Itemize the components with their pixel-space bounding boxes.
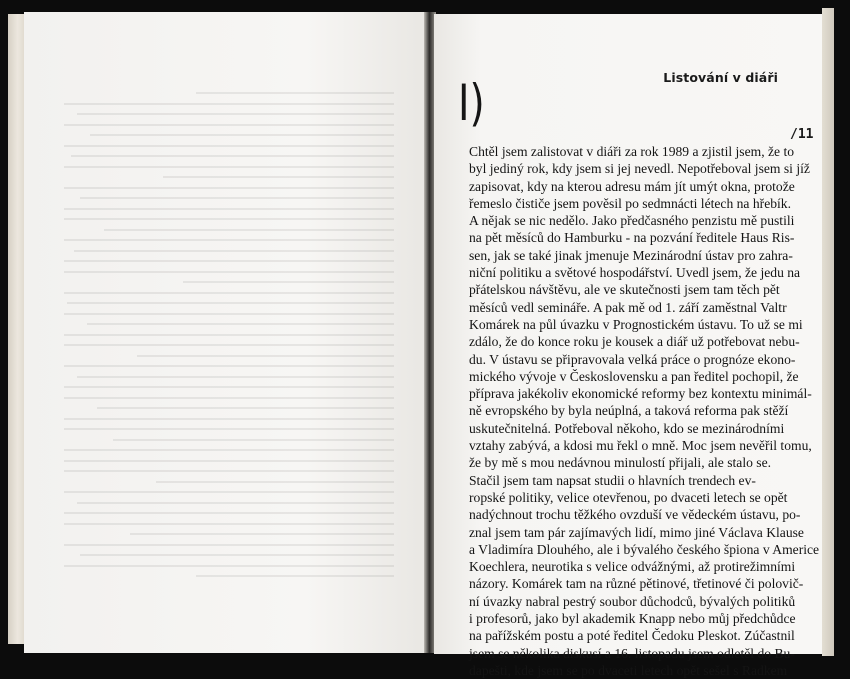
text-line: ní úvazky nabral pestrý soubor důchodců, bývalých politiků — [469, 593, 796, 609]
left-page-edge — [8, 14, 24, 644]
bleed-line — [64, 208, 394, 210]
text-line: niční politiku a světové hospodářství. Uvedl jsem, že jedu na — [469, 265, 801, 281]
bleed-line — [64, 397, 394, 399]
bleed-line — [64, 260, 394, 262]
text-line: mického vývoje v Československu a pan ředitel pochopil, že — [469, 368, 799, 384]
bleed-line — [156, 481, 394, 483]
text-line: dapešti, kde jsem se po dvaceti letech opět sešel s Radkem — [469, 662, 788, 678]
bleed-line — [97, 407, 394, 409]
bleed-through-text — [64, 92, 394, 586]
bleed-line — [64, 344, 394, 346]
text-line: jsem se několika diskusí a 16. listopadu jsem odletěl do Bu- — [469, 645, 795, 661]
bleed-line — [64, 313, 394, 315]
text-line: a Vladimíra Dlouhého, ale i bývalého českého špiona v Americe — [469, 541, 820, 557]
text-line: na pět měsíců do Hamburku - na pozvání ředitele Haus Ris- — [469, 230, 795, 246]
bleed-line — [64, 565, 394, 567]
left-page — [24, 12, 427, 653]
bleed-line — [64, 145, 394, 147]
bleed-line — [64, 460, 394, 462]
bleed-line — [64, 470, 394, 472]
bleed-line — [64, 166, 394, 168]
bleed-line — [64, 292, 394, 294]
text-line: příprava jakékoliv ekonomické reformy bez kontextu minimál- — [469, 386, 812, 402]
text-line: zapisovat, kdy na kterou adresu mám jít umýt okna, protože — [469, 178, 795, 194]
bleed-line — [64, 334, 394, 336]
bleed-line — [64, 218, 394, 220]
bleed-line — [183, 281, 394, 283]
text-line: Chtěl jsem zalistovat v diáři za rok 1989 a zjistil jsem, že to — [469, 144, 795, 159]
bleed-line — [196, 575, 394, 577]
bleed-line — [90, 134, 394, 136]
text-line: sen, jak se také jinak jmenuje Mezinárodní ústav pro zahra- — [469, 247, 793, 263]
bleed-line — [74, 250, 394, 252]
bleed-line — [130, 533, 394, 535]
text-line: názory. Komárek tam na různé pětinové, třetinové či polovič- — [469, 576, 804, 592]
bleed-line — [64, 449, 394, 451]
text-line: Komárek na půl úvazku v Prognostickém ústavu. To už se mi — [469, 316, 803, 332]
bleed-line — [81, 554, 395, 556]
text-line: ně evropského by byla neúplná, a taková reforma pak stěží — [469, 403, 789, 419]
bleed-line — [81, 197, 395, 199]
bleed-line — [87, 323, 394, 325]
text-line: uskutečnitelná. Potřeboval někoho, kdo se mezinárodními — [469, 420, 785, 436]
right-page-edge — [822, 8, 834, 656]
bleed-line — [104, 229, 394, 231]
text-line: zdálo, že do konce roku je kousek a diář už potřebovat nebu- — [469, 334, 800, 350]
bleed-line — [64, 271, 394, 273]
text-line: Stačil jsem tam napsat studii o hlavních trendech ev- — [469, 472, 756, 488]
text-line: měsíců vedl semináře. A pak mě od 1. září zaměstnal Valtr — [469, 299, 787, 315]
bleed-line — [64, 386, 394, 388]
bleed-line — [64, 187, 394, 189]
text-line: na pařížském postu a poté ředitel Čedoku Pleskot. Zúčastnil — [469, 628, 795, 644]
text-line: Koechlera, neurotika s velice odvážnými, až protirežimními — [469, 559, 796, 575]
bleed-line — [114, 439, 395, 441]
text-line: že by mě s mou nedávnou minulostí přijali, ale stalo se. — [469, 455, 772, 471]
text-line: přátelskou návštěvu, ale ve skutečnosti jsem tam těch pět — [469, 282, 780, 298]
text-line: vztahy zabývá, a kdosi mu řekl o mně. Moc jsem nevěřil tomu, — [469, 438, 812, 454]
text-line: A nějak se nic nedělo. Jako předčasného penzistu mě pustili — [469, 213, 795, 229]
text-line: znal jsem tam pár zajímavých lidí, mimo jiné Václava Klause — [469, 524, 804, 540]
text-line: řemeslo čističe jsem pověsil po sedmnácti létech na hřebík. — [469, 195, 791, 211]
bleed-line — [64, 512, 394, 514]
bleed-line — [64, 365, 394, 367]
bleed-line — [163, 176, 394, 178]
bleed-line — [64, 544, 394, 546]
bleed-line — [64, 491, 394, 493]
bleed-line — [196, 92, 394, 94]
text-line: nadýchnout trochu těžkého ovzduší ve vědeckém ústavu, po- — [469, 507, 801, 523]
bleed-line — [64, 103, 394, 105]
bleed-line — [77, 113, 394, 115]
bleed-line — [77, 376, 394, 378]
bleed-line — [64, 523, 394, 525]
bleed-line — [64, 428, 394, 430]
bleed-line — [67, 302, 394, 304]
text-line: ropské politiky, velice otevřenou, po dvaceti letech se opět — [469, 489, 788, 505]
bleed-line — [64, 418, 394, 420]
text-line: byl jediný rok, kdy jsem si jej nevedl. Nepotřeboval jsem si jíž — [469, 161, 810, 177]
chapter-mark: I) — [458, 74, 485, 132]
bleed-line — [77, 502, 394, 504]
bleed-line — [64, 239, 394, 241]
bleed-line — [64, 124, 394, 126]
text-line: du. V ústavu se připravovala velká práce o prognóze ekono- — [469, 351, 796, 367]
bleed-line — [71, 155, 394, 157]
bleed-line — [137, 355, 394, 357]
text-line: i profesorů, jako byl akademik Knapp nebo můj předchůdce — [469, 611, 796, 627]
running-head: Listování v diáři — [663, 70, 778, 85]
body-text — [469, 143, 820, 679]
page-number: /11 — [790, 127, 814, 142]
